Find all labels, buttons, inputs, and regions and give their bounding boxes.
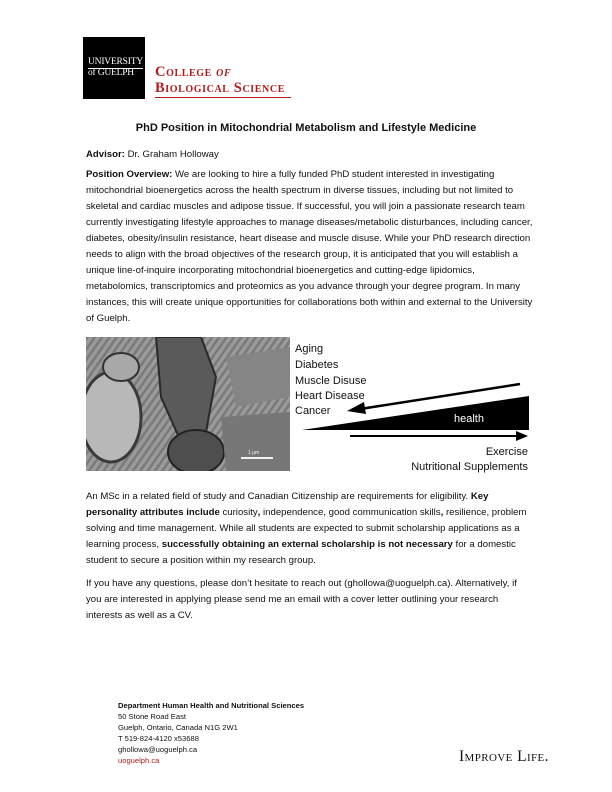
disease-aging: Aging <box>295 343 324 355</box>
logo-line-2: of GUELPH <box>88 68 134 78</box>
advisor-name: Dr. Graham Holloway <box>127 149 219 160</box>
intervention-arrow-head <box>516 431 528 441</box>
college-underline <box>155 97 291 98</box>
health-label: health <box>454 413 484 425</box>
requirements-text-4: resilience, problem solving and time management. While all students are expected to submit scholarship applications as a learning process, <box>86 507 527 550</box>
advisor-label: Advisor: <box>86 149 125 160</box>
footer-department: Department Human Health and Nutritional Sciences <box>118 701 305 710</box>
footer-street: 50 Stone Road East <box>118 712 186 721</box>
footer-phone: T 519-824-4120 x53688 <box>118 734 199 743</box>
intervention-supplements: Nutritional Supplements <box>411 461 528 473</box>
overview-label: Position Overview: <box>86 169 173 180</box>
overview-text: We are looking to hire a fully funded PhD student interested in investigating mitochondrial bioenergetics across the health spectrum in diverse tissues, including but not limited to skeletal and cardiac muscles and adipose tissue. If successful, you will join a passionate research team currently investigating lifestyle approaches to manage diseases/metabolic disturbances, including cancer, diabetes, obesity/insulin resistance, heart disease and muscle disuse. While your PhD research direction needs to align with the broad objectives of the research group, it is anticipated that you will establish a unique line-of-inquire incorporating mitochondrial bioenergetics and cutting-edge lipidomics, metabolomics, transcriptomics and proteomics as you advance through your degree program. In many instances, this will create unique opportunities for collaborations both within and external to the University of Guelph. <box>86 169 533 324</box>
improve-life-slogan: Improve Life. <box>459 748 549 765</box>
disease-diabetes: Diabetes <box>295 359 339 371</box>
disease-muscle-disuse: Muscle Disuse <box>295 375 367 387</box>
requirements-paragraph <box>86 489 534 569</box>
contact-paragraph: If you have any questions, please don’t hesitate to reach out (ghollowa@uoguelph.ca). Alternatively, if you are interested in applying please send me an email with a cover letter outlining your research interests as well as a CV. <box>86 578 517 621</box>
micrograph-image <box>86 337 290 471</box>
college-name <box>155 64 285 96</box>
health-diagram <box>292 340 542 475</box>
disease-heart-disease: Heart Disease <box>295 390 365 402</box>
university-logo <box>83 37 145 99</box>
footer-website[interactable]: uoguelph.ca <box>118 756 160 765</box>
college-of: of <box>216 64 232 80</box>
disease-arrow-head <box>347 402 366 414</box>
requirements-bold-4: successfully obtaining an external scholarship is not necessary <box>161 539 453 550</box>
disease-cancer: Cancer <box>295 405 331 417</box>
scale-bar-label: 1 µm <box>248 450 260 456</box>
footer-email[interactable]: ghollowa@uoguelph.ca <box>118 745 198 754</box>
overview-paragraph <box>86 167 534 327</box>
requirements-text-2: curiosity <box>222 507 258 518</box>
logo-line-1: UNIVERSITY <box>88 57 143 67</box>
page-title: PhD Position in Mitochondrial Metabolism and Lifestyle Medicine <box>135 122 477 134</box>
college-line-2: Biological Science <box>155 80 285 96</box>
requirements-bold-1: Key personality attributes include <box>86 491 489 518</box>
requirements-text-1: An MSc in a related field of study and Canadian Citizenship are requirements for eligibility. <box>86 491 469 502</box>
footer-address <box>118 700 304 766</box>
college-word: College <box>155 64 212 80</box>
intervention-exercise: Exercise <box>485 446 528 458</box>
requirements-bold-2: , <box>257 507 261 518</box>
requirements-text-3: independence, good communication skills <box>263 507 441 518</box>
advisor-line <box>86 147 534 163</box>
requirements-text-5: for a domestic student to secure a position within my research group. <box>86 539 516 566</box>
requirements-bold-3: , <box>440 507 444 518</box>
footer-city: Guelph, Ontario, Canada N1G 2W1 <box>118 723 238 732</box>
